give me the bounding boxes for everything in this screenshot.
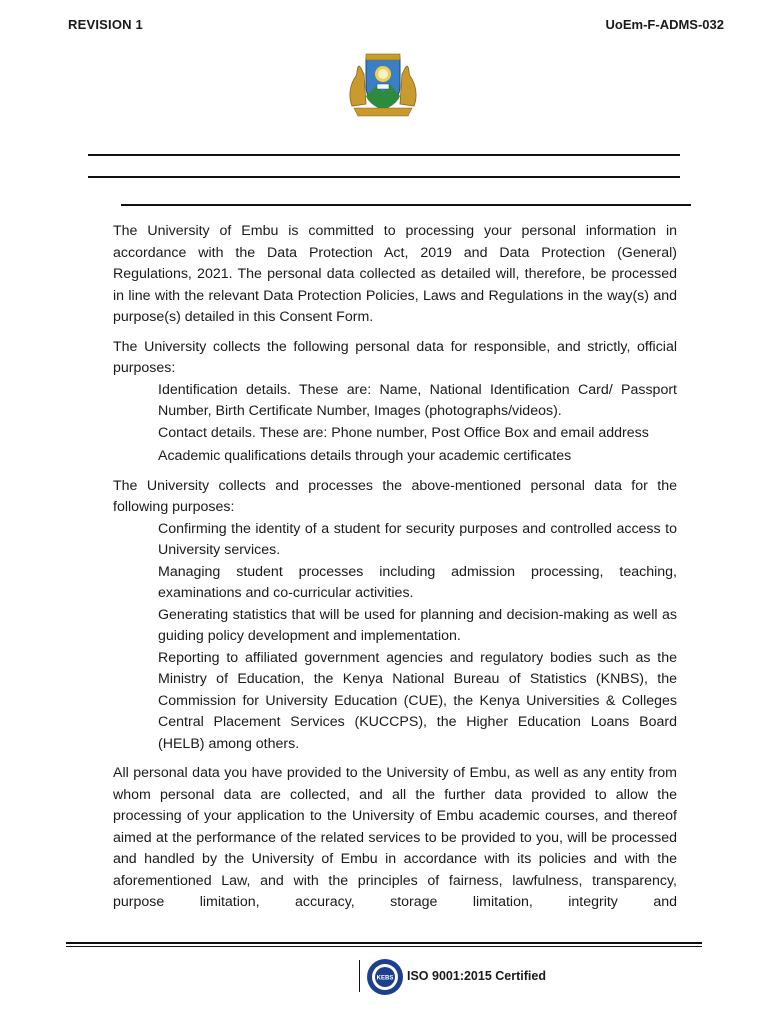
list-item: Generating statistics that will be used for planning and decision-making as well as guiding policy development and implementation. — [158, 606, 677, 644]
list-item: Identification details. These are: Name, National Identification Card/ Passport Number, Birth Certificate Number, Images (photographs/videos). — [158, 381, 677, 419]
title-rule-3 — [121, 204, 691, 206]
revision-label: REVISION 1 — [68, 17, 143, 32]
data-collected-paragraph: The University collects the following personal data for responsible, and strictly, official purposes: — [113, 338, 677, 376]
title-rule-2 — [88, 176, 680, 178]
footer-rule-thin — [66, 946, 702, 947]
list-item: Academic qualifications details through your academic certificates — [158, 448, 572, 464]
intro-paragraph: The University of Embu is committed to processing your personal information in accordance with the Data Protection Act, 2019 and Data Protection (General) Regulations, 2021. The personal data collected as detailed will, therefore, be processed in line with the relevant Data Protection Policies, Laws and Regulations in the way(s) and purpose(s) detailed in this Consent Form. — [113, 223, 677, 325]
personal-data-list — [158, 380, 677, 468]
list-item: Managing student processes including admission processing, teaching, examinations and co-curricular activities. — [158, 563, 677, 601]
purposes-paragraph: The University collects and processes the above-mentioned personal data for the following purposes: — [113, 477, 677, 515]
title-rule-1 — [88, 154, 680, 156]
kebs-logo-icon — [366, 958, 404, 996]
footer-rule — [66, 942, 702, 944]
list-item: Reporting to affiliated government agencies and regulatory bodies such as the Ministry of Education, the Kenya National Bureau of Statistics (KNBS), the Commission for University Education (CUE), the Kenya Universities & Colleges Central Placement Services (KUCCPS), the Higher Education Loans Board (HELB) among others. — [158, 649, 677, 752]
university-crest-icon — [346, 46, 420, 120]
iso-certification: ISO 9001:2015 Certified — [407, 969, 546, 983]
purposes-list — [158, 519, 677, 756]
list-item: Contact details. These are: Phone number, Post Office Box and email address — [158, 424, 649, 441]
footer-divider — [359, 960, 360, 992]
list-item: Confirming the identity of a student for security purposes and controlled access to University services. — [158, 520, 677, 558]
document-code: UoEm-F-ADMS-032 — [605, 17, 724, 32]
kebs-logo-text: KEBS — [376, 975, 394, 982]
processing-paragraph: All personal data you have provided to the University of Embu, as well as any entity from whom personal data are collected, and all the further data provided to allow the processing of your application to the University of Embu academic courses, and thereof aimed at the performance of the related services to be provided to you, will be processed and handled by the University of Embu in accordance with its policies and with the aforementioned Law, and with the principles of fairness, lawfulness, transparency, purpose limitation, accuracy, storage limitation, integrity and — [113, 765, 677, 910]
document-body — [113, 221, 677, 922]
